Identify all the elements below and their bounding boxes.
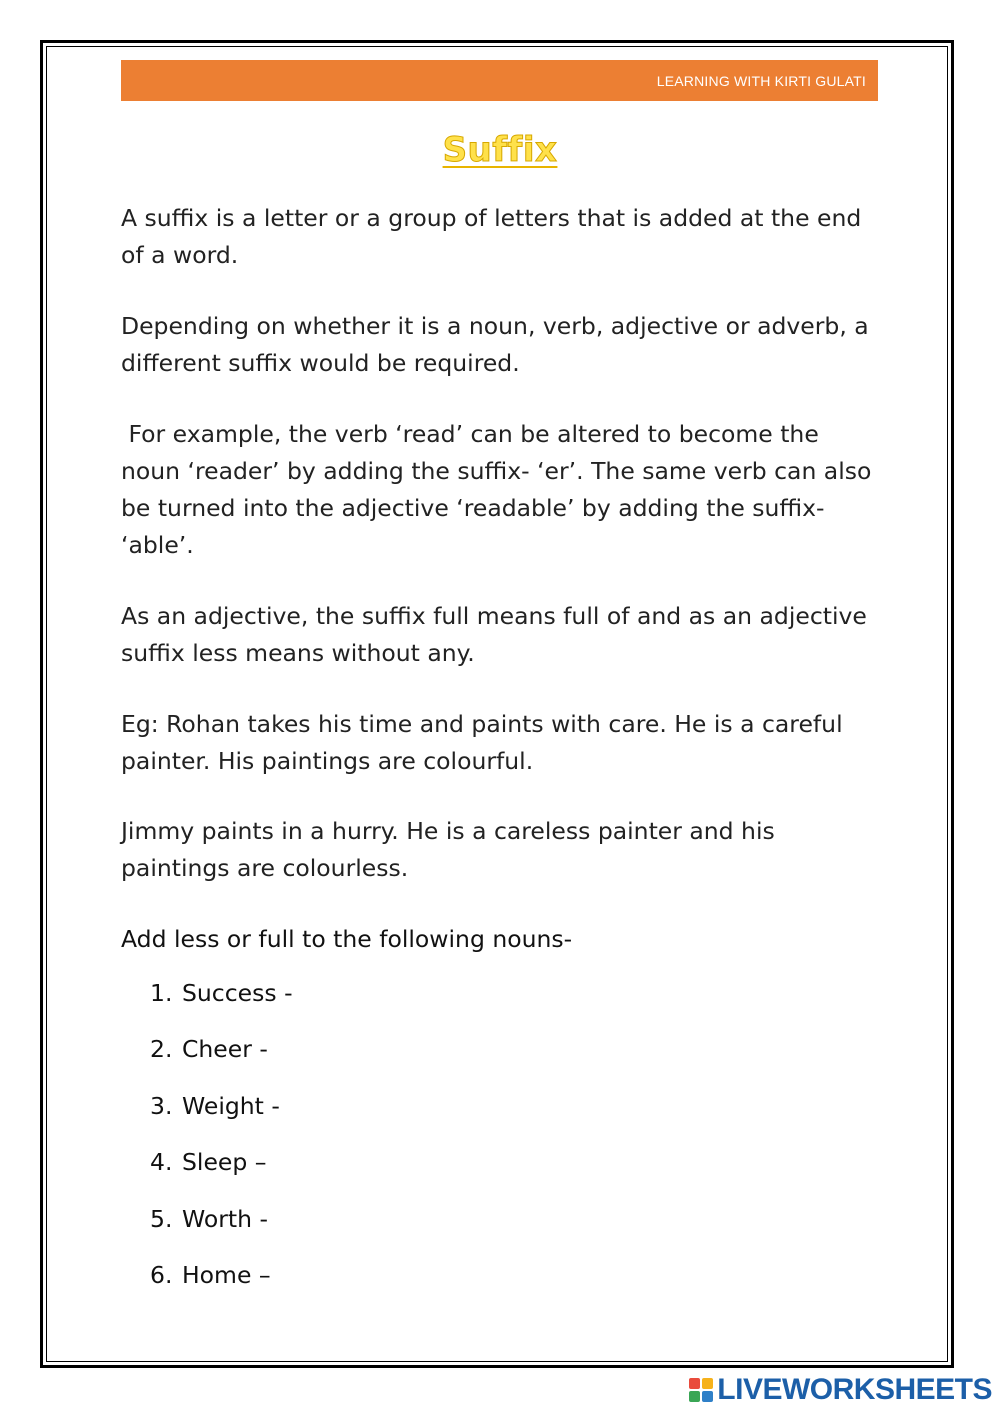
list-item-number: 5.	[150, 1204, 173, 1233]
list-item	[150, 1201, 293, 1257]
liveworksheets-brand[interactable]	[689, 1373, 992, 1407]
list-item-number: 3.	[150, 1091, 173, 1120]
noun-list	[150, 975, 293, 1313]
logo-square	[702, 1378, 713, 1389]
logo-square	[689, 1378, 700, 1389]
list-item-text: Worth -	[182, 1204, 268, 1233]
list-item-number: 6.	[150, 1260, 173, 1289]
list-item-text: Sleep –	[182, 1148, 267, 1177]
liveworksheets-wordmark: LIVEWORKSHEETS	[717, 1373, 992, 1406]
list-item-text: Home –	[182, 1260, 271, 1289]
paragraph-adjective: As an adjective, the suffix full means full of and as an adjective suffix less means without any.	[121, 602, 875, 667]
paragraph-example: For example, the verb ‘read’ can be altered to become the noun ‘reader’ by adding the suffix- ‘er’. The same verb can also be turned into the adjective ‘readable’ by adding the suffix- ‘able’.	[121, 420, 879, 559]
list-item-text: Success -	[182, 979, 293, 1007]
paragraph-jimmy: Jimmy paints in a hurry. He is a careless painter and his paintings are colourless.	[121, 817, 783, 882]
list-item-number: 2.	[150, 1035, 173, 1064]
logo-square	[689, 1391, 700, 1402]
paragraph-depending: Depending on whether it is a noun, verb, adjective or adverb, a different suffix would be required.	[121, 312, 877, 377]
list-item	[150, 1088, 293, 1144]
paragraph-rohan: Eg: Rohan takes his time and paints with care. He is a careful painter. His paintings are colourful.	[121, 710, 851, 775]
list-item-number: 4.	[150, 1148, 173, 1177]
paragraph-definition: A suffix is a letter or a group of letters that is added at the end of a word.	[121, 204, 869, 269]
instruction: Add less or full to the following nouns-	[121, 925, 573, 953]
liveworksheets-logo-icon	[689, 1378, 713, 1402]
list-item	[150, 1257, 293, 1313]
page-title: Suffix	[442, 130, 558, 170]
list-item	[150, 1031, 293, 1087]
list-item-text: Weight -	[182, 1091, 280, 1120]
logo-square	[702, 1391, 713, 1402]
list-item-text: Cheer -	[182, 1035, 268, 1064]
list-item	[150, 975, 293, 1031]
list-item	[150, 1144, 293, 1200]
header-bar	[121, 60, 878, 101]
header-label: LEARNING WITH KIRTI GULATI	[656, 72, 866, 89]
list-item-number: 1.	[150, 979, 173, 1007]
